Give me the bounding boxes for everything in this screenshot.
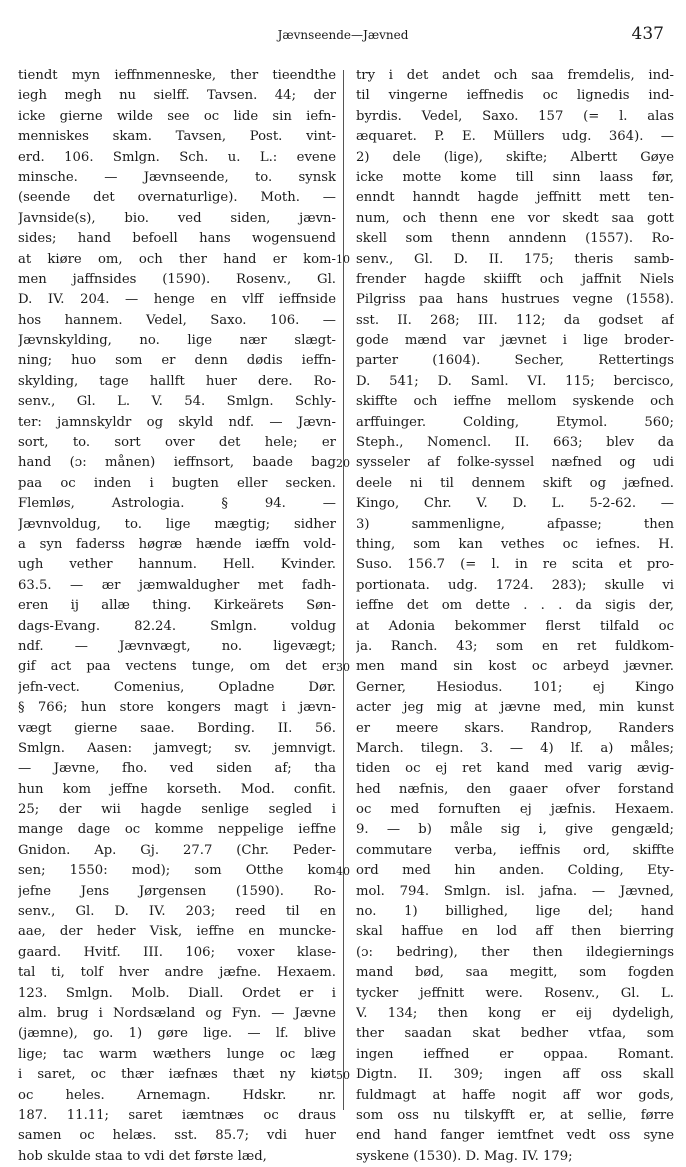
text-line: ndf. — Jævnvægt, no. ligevægt; bbox=[18, 638, 336, 654]
text-line: lige; tac warm wæthers lunge oc læg bbox=[18, 1046, 336, 1062]
text-line: aae, der heder Visk, ieffne en muncke- bbox=[18, 924, 336, 940]
text-line: iegh megh nu sielff. Tavsen. 44; der bbox=[18, 88, 336, 104]
text-line: alm. brug i Nordsæland og Fyn. — Jævne bbox=[18, 1005, 336, 1021]
text-line: D. 541; D. Saml. VI. 115; bercisco, bbox=[356, 373, 674, 389]
text-line: men jaffnsides (1590). Rosenv., Gl. bbox=[18, 271, 336, 287]
running-head: Jævnseende—Jævned bbox=[277, 28, 409, 42]
text-line: tiendt myn ieffnmenneske, ther tieendthe bbox=[18, 68, 336, 83]
text-line: 123. Smlgn. Molb. Diall. Ordet er i bbox=[18, 985, 336, 1001]
text-line: sort, to. sort over det hele; er bbox=[18, 435, 336, 451]
text-line: commutare verba, ieffnis ord, skiffte bbox=[356, 842, 674, 858]
text-line: hand (ɔ: månen) ieffnsort, baade bag bbox=[18, 455, 336, 471]
text-line: ning; huo som er denn dødis ieffn- bbox=[18, 353, 336, 369]
text-line: parter (1604). Secher, Rettertings bbox=[356, 353, 674, 369]
text-line: jefn-vect. Comenius, Opladne Dør. bbox=[18, 679, 336, 695]
text-line: Suso. 156.7 (= l. in re scita et pro- bbox=[356, 557, 674, 573]
text-line: try i det andet och saa fremdelis, ind- bbox=[356, 68, 674, 83]
text-line: at kiøre om, och ther hand er kom- bbox=[18, 251, 336, 267]
text-line: oc heles. Arnemagn. Hdskr. nr. bbox=[18, 1087, 336, 1103]
text-line: oc med fornuften ej jæfnis. Hexaem. bbox=[356, 802, 674, 818]
text-line: a syn faderss høgræ hænde iæffn vold- bbox=[18, 536, 336, 552]
line-marker: 20 bbox=[336, 456, 350, 470]
text-line: vægt gierne saae. Bording. II. 56. bbox=[18, 720, 336, 736]
text-line: (jæmne), go. 1) gøre lige. — lf. blive bbox=[18, 1026, 336, 1042]
text-line: D. IV. 204. — henge en vlff ieffnside bbox=[18, 292, 336, 308]
text-line: Smlgn. Aasen: jamvegt; sv. jemnvigt. bbox=[18, 740, 336, 756]
text-line: ieffne det om dette . . . da sigis der, bbox=[356, 598, 674, 614]
text-line: deele ni til dennem skift og jæfned. bbox=[356, 475, 674, 491]
text-line: gaard. Hvitf. III. 106; voxer klase- bbox=[18, 944, 336, 960]
text-line: Jævnskylding, no. lige nær slægt- bbox=[18, 333, 336, 349]
text-line: hed næfnis, den gaaer ofver forstand bbox=[356, 781, 674, 797]
text-line: enndt hanndt hagde jeffnitt mett ten- bbox=[356, 190, 674, 206]
text-line: icke gierne wilde see oc lide sin iefn- bbox=[18, 108, 336, 124]
text-line: ja. Ranch. 43; som en ret fuldkom- bbox=[356, 638, 674, 654]
text-line: senv., Gl. D. IV. 203; reed til en bbox=[18, 904, 336, 920]
text-line: hos hannem. Vedel, Saxo. 106. — bbox=[18, 312, 336, 328]
text-line: ugh vether hannum. Hell. Kvinder. bbox=[18, 557, 336, 573]
text-line: 2) dele (lige), skifte; Albertt Gøye bbox=[356, 149, 674, 165]
line-marker: 40 bbox=[336, 864, 350, 878]
text-line: arffuinger. Colding, Etymol. 560; bbox=[356, 414, 674, 430]
text-line: til vingerne ieffnedis oc lignedis ind- bbox=[356, 88, 674, 104]
text-line: 187. 11.11; saret iæmtnæs oc draus bbox=[18, 1107, 336, 1123]
text-line: sysseler af folke-syssel næfned og udi bbox=[356, 455, 674, 471]
text-line: fuldmagt at haffe nogit aff wor gods, bbox=[356, 1087, 674, 1103]
text-line: jefne Jens Jørgensen (1590). Ro- bbox=[18, 883, 336, 899]
text-line: minsche. — Jævnseende, to. synsk bbox=[18, 169, 336, 185]
text-line: er meere skars. Randrop, Randers bbox=[356, 720, 674, 736]
text-line: syskene (1530). D. Mag. IV. 179; bbox=[356, 1148, 573, 1164]
text-line: senv., Gl. D. II. 175; theris samb- bbox=[356, 251, 674, 267]
page-number: 437 bbox=[631, 24, 664, 44]
text-line: § 766; hun store kongers magt i jævn- bbox=[18, 700, 336, 716]
text-line: Gerner, Hesiodus. 101; ej Kingo bbox=[356, 679, 674, 695]
text-line: Digtn. II. 309; ingen aff oss skall bbox=[356, 1067, 674, 1083]
text-line: end hand fanger iemtfnet vedt oss syne bbox=[356, 1128, 674, 1144]
text-line: men mand sin kost oc arbeyd jævner. bbox=[356, 659, 674, 675]
text-line: Flemløs, Astrologia. § 94. — bbox=[18, 496, 336, 512]
text-line: hob skulde staa to vdi det første læd, bbox=[18, 1148, 267, 1164]
text-line: Steph., Nomencl. II. 663; blev da bbox=[356, 435, 674, 451]
text-line: Javnside(s), bio. ved siden, jævn- bbox=[18, 210, 336, 226]
text-line: erd. 106. Smlgn. Sch. u. L.: evene bbox=[18, 149, 336, 165]
page-header bbox=[0, 24, 686, 48]
line-marker: 30 bbox=[336, 660, 350, 674]
text-line: portionata. udg. 1724. 283); skulle vi bbox=[356, 577, 674, 593]
text-line: — Jævne, fho. ved siden af; tha bbox=[18, 761, 336, 777]
text-line: V. 134; then kong er eij dydeligh, bbox=[356, 1005, 674, 1021]
text-line: frender hagde skiifft och jaffnit Niels bbox=[356, 271, 674, 287]
text-line: no. 1) billighed, lige del; hand bbox=[356, 904, 674, 920]
text-line: ter: jamnskyldr og skyld ndf. — Jævn- bbox=[18, 414, 336, 430]
text-line: hun kom jeffne korseth. Mod. confit. bbox=[18, 781, 336, 797]
line-marker: 50 bbox=[336, 1068, 350, 1082]
left-column bbox=[18, 66, 336, 1167]
text-line: ingen ieffned er oppaa. Romant. bbox=[356, 1046, 674, 1062]
text-line: gif act paa vectens tunge, om det er bbox=[18, 659, 336, 675]
right-column bbox=[356, 66, 674, 1167]
text-line: tycker jeffnitt were. Rosenv., Gl. L. bbox=[356, 985, 674, 1001]
text-line: num, och thenn ene vor skedt saa gott bbox=[356, 210, 674, 226]
text-line: sides; hand befoell hans wogensuend bbox=[18, 231, 336, 247]
text-line: senv., Gl. L. V. 54. Smlgn. Schly- bbox=[18, 394, 336, 410]
text-line: paa oc inden i bugten eller secken. bbox=[18, 475, 336, 491]
column-divider bbox=[343, 70, 344, 1110]
text-line: 63.5. — ær jæmwaldugher met fadh- bbox=[18, 577, 336, 593]
text-line: acter jeg mig at jævne med, min kunst bbox=[356, 700, 674, 716]
text-line: sen; 1550: mod); som Otthe kom bbox=[18, 863, 336, 879]
text-line: skiffte och ieffne mellom syskende och bbox=[356, 394, 674, 410]
text-line: Jævnvoldug, to. lige mægtig; sidher bbox=[18, 516, 336, 532]
text-line: mand bød, saa megitt, som fogden bbox=[356, 965, 674, 981]
text-line: 3) sammenligne, afpasse; then bbox=[356, 516, 674, 532]
text-line: skell som thenn anndenn (1557). Ro- bbox=[356, 231, 674, 247]
text-line: icke motte kome till sinn laass før, bbox=[356, 169, 674, 185]
text-line: dags-Evang. 82.24. Smlgn. voldug bbox=[18, 618, 336, 634]
text-line: i saret, oc thær iæfnæs thæt ny kiøt bbox=[18, 1067, 336, 1083]
text-line: eren ij allæ thing. Kirkeärets Søn- bbox=[18, 598, 336, 614]
text-line: ord med hin anden. Colding, Ety- bbox=[356, 863, 674, 879]
text-line: gode mænd var jævnet i lige broder- bbox=[356, 333, 674, 349]
text-line: sst. II. 268; III. 112; da godset af bbox=[356, 312, 674, 328]
text-line: Kingo, Chr. V. D. L. 5-2-62. — bbox=[356, 496, 674, 512]
text-line: skylding, tage hallft huer dere. Ro- bbox=[18, 373, 336, 389]
text-line: March. tilegn. 3. — 4) lf. a) måles; bbox=[356, 740, 674, 756]
text-line: samen oc helæs. sst. 85.7; vdi huer bbox=[18, 1128, 336, 1144]
text-line: at Adonia bekommer flerst tilfald oc bbox=[356, 618, 674, 634]
text-line: (seende det overnaturlige). Moth. — bbox=[18, 190, 336, 206]
line-marker: 10 bbox=[336, 252, 350, 266]
text-line: Gnidon. Ap. Gj. 27.7 (Chr. Peder- bbox=[18, 842, 336, 858]
text-line: æquaret. P. E. Müllers udg. 364). — bbox=[356, 129, 674, 145]
text-line: ther saadan skat bedher vtfaa, som bbox=[356, 1026, 674, 1042]
text-line: menniskes skam. Tavsen, Post. vint- bbox=[18, 129, 336, 145]
text-line: tiden oc ej ret kand med varig ævig- bbox=[356, 761, 674, 777]
text-line: mol. 794. Smlgn. isl. jafna. — Jævned, bbox=[356, 883, 674, 899]
text-line: thing, som kan vethes oc iefnes. H. bbox=[356, 536, 674, 552]
text-line: 9. — b) måle sig i, give gengæld; bbox=[356, 822, 674, 838]
text-line: som oss nu tilskyfft er, at sellie, førre bbox=[356, 1107, 674, 1123]
text-line: byrdis. Vedel, Saxo. 157 (= l. alas bbox=[356, 108, 674, 124]
text-line: skal haffue en lod aff then bierring bbox=[356, 924, 674, 940]
text-line: mange dage oc komme neppelige ieffne bbox=[18, 822, 336, 838]
text-line: Pilgriss paa hans hustrues vegne (1558). bbox=[356, 292, 674, 308]
text-line: 25; der wii hagde senlige segled i bbox=[18, 802, 336, 818]
text-line: tal ti, tolf hver andre jæfne. Hexaem. bbox=[18, 965, 336, 981]
text-line: (ɔ: bedring), ther then ildegiernings bbox=[356, 944, 674, 960]
